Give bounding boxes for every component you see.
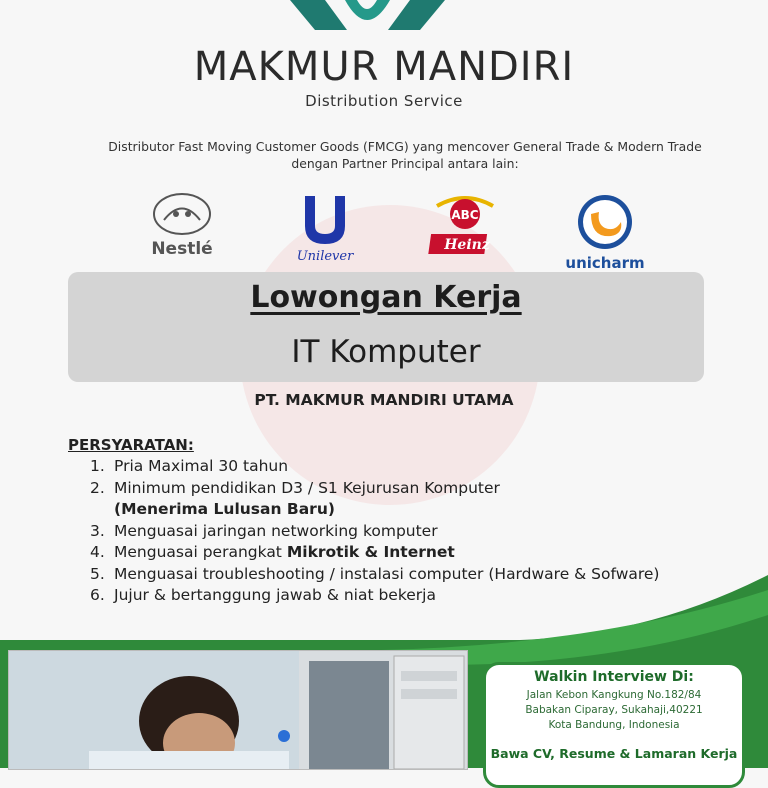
nestle-label: Nestlé	[151, 239, 213, 259]
unilever-logo	[287, 192, 367, 268]
list-item-extra: (Menerima Lulusan Baru)	[114, 500, 335, 518]
nestle-logo	[142, 192, 222, 268]
brand-logo-icon	[285, 0, 450, 36]
intro-text	[60, 138, 750, 172]
company-name: PT. MAKMUR MANDIRI UTAMA	[254, 391, 514, 409]
technician-photo	[8, 650, 468, 770]
brand-name: MAKMUR MANDIRI	[193, 44, 575, 90]
list-item: 2. Minimum pendidikan D3 / S1 Kejurusan Komputer	[90, 478, 500, 497]
list-item: 4. Menguasai perangkat Mikrotik & Internet	[90, 543, 455, 561]
abc-heinz-logo	[427, 192, 507, 268]
list-item: 3. Menguasai jaringan networking komputer	[90, 521, 438, 540]
list-item: 5. Menguasai troubleshooting / instalasi computer (Hardware & Sofware)	[90, 564, 660, 583]
address-line-2: Babakan Ciparay, Sukahaji,40221	[525, 704, 703, 716]
list-item: 6. Jujur & bertanggung jawab & niat bekerja	[90, 586, 436, 604]
interview-title: Walkin Interview Di:	[534, 669, 694, 685]
list-item: 1. Pria Maximal 30 tahun	[90, 457, 289, 475]
intro-line-2: dengan Partner Principal antara lain:	[291, 156, 519, 171]
address-line-3: Kota Bandung, Indonesia	[548, 719, 680, 731]
interview-address	[483, 688, 745, 733]
job-title: Lowongan Kerja	[250, 280, 522, 315]
address-line-1: Jalan Kebon Kangkung No.182/84	[526, 689, 702, 701]
interview-bring-note: Bawa CV, Resume & Lamaran Kerja	[490, 746, 738, 761]
intro-line-1: Distributor Fast Moving Customer Goods (FMCG) yang mencover General Trade & Modern Trade	[108, 139, 702, 154]
job-position: IT Komputer	[291, 334, 481, 370]
brand-subtitle: Distribution Service	[305, 92, 463, 110]
unicharm-label: unicharm	[565, 254, 645, 268]
abc-label: ABC	[451, 208, 479, 222]
heinz-label: Heinz	[444, 237, 490, 253]
unilever-label: Unilever	[296, 249, 354, 264]
unicharm-logo	[565, 192, 645, 268]
requirements-heading: PERSYARATAN:	[68, 436, 194, 454]
